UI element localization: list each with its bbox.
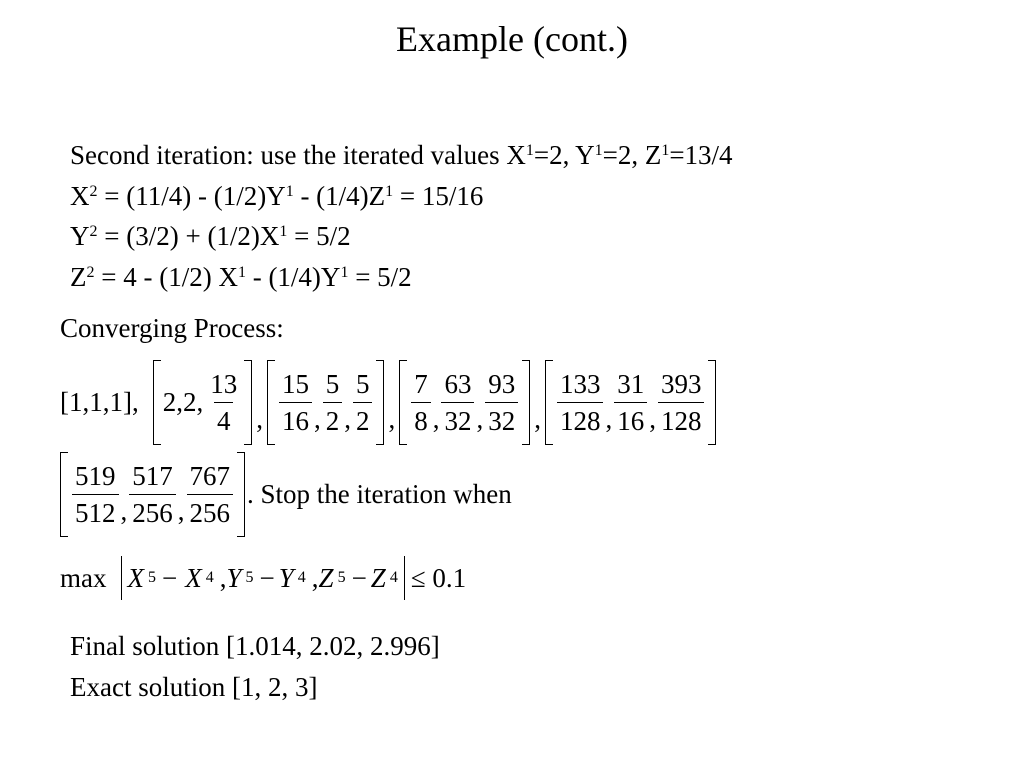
line-text: X: [70, 181, 90, 211]
fraction: [353, 366, 373, 439]
fraction: [441, 366, 474, 439]
exact-solution: Exact solution [1, 2, 3]: [70, 672, 318, 702]
convergence-sequence-row-1: [60, 366, 716, 439]
separator: ,: [388, 404, 396, 434]
line-text: = 5/2: [348, 262, 412, 292]
var-z: Z: [370, 562, 386, 593]
denominator: 16: [614, 402, 647, 439]
superscript: 1: [661, 142, 670, 159]
var-x: X: [185, 562, 202, 593]
vector-iteration-1: [153, 366, 253, 439]
numerator: 133: [559, 369, 601, 399]
comma: ,: [476, 404, 484, 434]
numerator: 7: [414, 369, 428, 399]
vector-iteration-3: [399, 366, 530, 439]
fraction: [658, 366, 705, 439]
line-text: Second iteration: use the iterated values X: [70, 140, 526, 170]
superscript: 2: [86, 264, 95, 281]
separator: ,: [256, 404, 263, 434]
line-text: Z: [70, 262, 87, 292]
fraction: [557, 366, 604, 439]
fraction: [614, 366, 647, 439]
x2-equation: [70, 180, 483, 212]
stop-condition: [60, 556, 466, 600]
denominator: 128: [557, 402, 604, 439]
max-label: max: [60, 562, 107, 593]
superscript: 1: [525, 142, 534, 159]
numerator: 393: [660, 369, 702, 399]
line-text: - (1/4)Z: [293, 181, 386, 211]
initial-vector: [1,1,1],: [60, 387, 139, 417]
superscript: 1: [237, 264, 246, 281]
absolute-value: X 5 − X 4 , Y 5 − Y 4 , Z 5 − Z 4: [121, 556, 405, 600]
fraction: [411, 366, 431, 439]
fraction: [187, 458, 234, 531]
comma: ,: [311, 562, 319, 593]
denominator: 512: [72, 494, 119, 531]
numerator: 31: [617, 369, 645, 399]
fraction: [485, 366, 518, 439]
numerator: 519: [75, 461, 116, 491]
fraction: [323, 366, 343, 439]
denominator: 4: [214, 402, 234, 439]
comma: ,: [313, 404, 321, 434]
numerator: 767: [189, 461, 230, 491]
minus: −: [351, 562, 367, 593]
line-text: = 4 - (1/2) X: [94, 262, 238, 292]
superscript: 1: [285, 183, 294, 200]
line-text: Y: [70, 221, 90, 251]
line-text: = 15/16: [393, 181, 484, 211]
numerator: 5: [325, 369, 340, 399]
separator: ,: [534, 404, 541, 434]
var-x: X: [127, 562, 144, 593]
var-y: Y: [226, 562, 242, 593]
superscript: 1: [279, 223, 288, 240]
denominator: 16: [279, 402, 312, 439]
comma: ,: [432, 404, 440, 434]
line-text: =2, Y: [533, 140, 595, 170]
denominator: 2: [323, 402, 343, 439]
denominator: 256: [129, 494, 176, 531]
superscript: 1: [340, 264, 349, 281]
line-text: = 5/2: [287, 221, 351, 251]
comma: ,: [177, 496, 185, 526]
denominator: 128: [658, 402, 705, 439]
denominator: 8: [411, 402, 431, 439]
numerator: 63: [444, 369, 472, 399]
numerator: 517: [132, 461, 173, 491]
z2-equation: [70, 261, 412, 293]
comma: ,: [605, 404, 613, 434]
fraction: [129, 458, 176, 531]
comma: ,: [219, 562, 227, 593]
numerator: 5: [355, 369, 370, 399]
line-text: = (3/2) + (1/2)X: [97, 221, 280, 251]
comma: ,: [344, 404, 351, 434]
superscript: 1: [594, 142, 603, 159]
numerator: 13: [210, 369, 238, 399]
final-solution: Final solution [1.014, 2.02, 2.996]: [70, 631, 440, 661]
superscript: 2: [89, 183, 98, 200]
slide-title: Example (cont.): [396, 19, 628, 59]
vector-iteration-2: [267, 366, 385, 439]
minus: −: [162, 562, 178, 593]
y2-equation: [70, 220, 351, 252]
comma: ,: [120, 496, 128, 526]
superscript: 2: [89, 223, 98, 240]
vector-prefix: 2,2,: [162, 387, 204, 417]
denominator: 32: [485, 402, 518, 439]
converging-label: Converging Process:: [60, 313, 284, 343]
line-text: - (1/4)Y: [245, 262, 341, 292]
var-y: Y: [278, 562, 294, 593]
numerator: 93: [488, 369, 516, 399]
minus: −: [259, 562, 275, 593]
numerator: 15: [281, 369, 309, 399]
denominator: 2: [353, 402, 373, 439]
vector-iteration-4: [545, 366, 717, 439]
comma: ,: [649, 404, 656, 434]
stop-text: . Stop the iteration when: [247, 479, 512, 509]
denominator: 32: [441, 402, 474, 439]
vector-iteration-5: [60, 458, 245, 531]
second-iteration-line: [70, 139, 733, 171]
fraction: [207, 366, 240, 439]
var-z: Z: [318, 562, 334, 593]
fraction: [72, 458, 119, 531]
line-text: = (11/4) - (1/2)Y: [97, 181, 286, 211]
denominator: 256: [187, 494, 234, 531]
convergence-sequence-row-2: [60, 458, 512, 531]
threshold: ≤ 0.1: [410, 562, 467, 593]
superscript: 1: [385, 183, 394, 200]
line-text: =13/4: [669, 140, 733, 170]
fraction: [279, 366, 312, 439]
line-text: =2, Z: [602, 140, 662, 170]
